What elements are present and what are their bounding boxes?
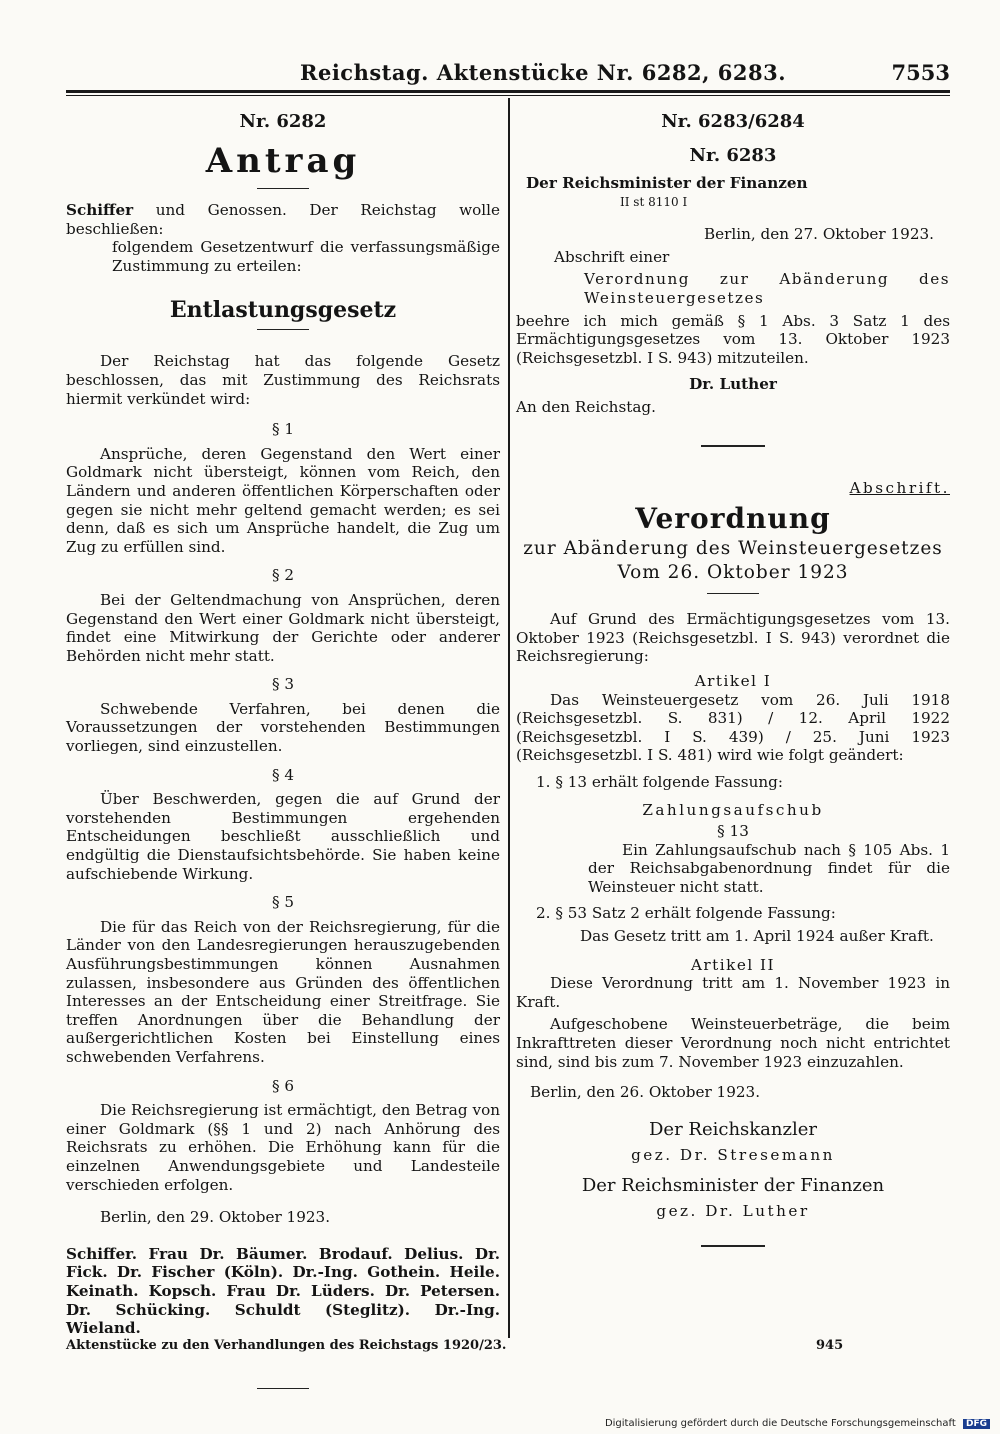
sender: Der Reichsminister der Finanzen bbox=[526, 174, 808, 192]
abschrift-label: Abschrift. bbox=[849, 478, 950, 497]
ordinance-rule bbox=[707, 593, 759, 594]
addressee: An den Reichstag. bbox=[516, 397, 656, 416]
letter-body: beehre ich mich gemäß § 1 Abs. 3 Satz 1 des Ermächtigungsgesetzes vom 13. Oktober 1923 (Reichsgesetzbl. I S. 943) mitzuteilen. bbox=[516, 311, 950, 367]
document-number: Nr. 6283 bbox=[689, 145, 777, 166]
section-number: § 3 bbox=[271, 675, 295, 694]
letter-date: Berlin, den 27. Oktober 1923. bbox=[703, 225, 934, 244]
law-title-rule bbox=[257, 329, 309, 330]
closing-rule bbox=[701, 1245, 765, 1247]
section-1 bbox=[66, 420, 500, 556]
signing-date: Berlin, den 29. Oktober 1923. bbox=[100, 1208, 331, 1227]
document-number-range: Nr. 6283/6284 bbox=[661, 111, 805, 132]
section-text: Ansprüche, deren Gegenstand den Wert einer Goldmark nicht übersteigt, können vom Reich, den Ländern und anderen öffentlichen Körperschaften oder gegen sie nicht mehr geltend gemacht werden; es sei denn, daß es sich um Ansprüche handelt, die Zug um Zug zu erfüllen sind. bbox=[66, 444, 500, 556]
amendment-2: 2. § 53 Satz 2 erhält folgende Fassung: bbox=[536, 904, 836, 923]
section-3 bbox=[66, 675, 500, 755]
signatories: Schiffer. Frau Dr. Bäumer. Brodauf. Delius. Dr. Fick. Dr. Fischer (Köln). Dr.-Ing. Gothein. Heile. Keinath. Kopsch. Frau Dr. Lüders. Dr. Petersen. Dr. Schücking. Schuldt (Steglitz). Dr.-Ing. Wieland. bbox=[66, 1244, 500, 1338]
amendment-2-text: Das Gesetz tritt am 1. April 1924 außer Kraft. bbox=[580, 927, 934, 946]
section-text: Schwebende Verfahren, bei denen die Voraussetzungen der vorstehenden Bestimmungen vorliegen, sind einzustellen. bbox=[66, 699, 500, 756]
letter-signer: Dr. Luther bbox=[689, 375, 777, 394]
article-1-heading: Artikel I bbox=[694, 671, 772, 690]
document-heading: Antrag bbox=[205, 141, 361, 181]
section-text: Bei der Geltendmachung von Ansprüchen, deren Gegenstand den Wert einer Goldmark nicht übersteigt, findet eine Mitwirkung der Gerichte oder anderer Behörden nicht mehr statt. bbox=[66, 590, 500, 665]
header-rule bbox=[66, 90, 950, 93]
intro-name: Schiffer bbox=[66, 201, 134, 219]
preamble: Der Reichstag hat das folgende Gesetz beschlossen, das mit Zustimmung des Reichsrats hiermit verkündet wird: bbox=[66, 352, 500, 408]
running-header-title: Reichstag. Aktenstücke Nr. 6282, 6283. bbox=[300, 60, 787, 85]
amendment-1-heading: Zahlungsaufschub bbox=[642, 801, 824, 820]
reference-number: II st 8110 I bbox=[620, 194, 688, 209]
minister-signature: gez. Dr. Luther bbox=[656, 1202, 810, 1221]
chancellor-title: Der Reichskanzler bbox=[648, 1118, 817, 1140]
section-number: § 5 bbox=[271, 893, 295, 912]
section-5 bbox=[66, 893, 500, 1066]
ordinance-date: Vom 26. Oktober 1923 bbox=[617, 562, 849, 584]
header-rule-thin bbox=[66, 95, 950, 96]
amendment-1: 1. § 13 erhält folgende Fassung: bbox=[536, 772, 783, 791]
ordinance-title: Verordnung bbox=[635, 502, 831, 536]
funding-notice bbox=[590, 1418, 990, 1429]
section-number: § 2 bbox=[271, 566, 295, 585]
article-2-text-2: Aufgeschobene Weinsteuerbeträge, die beim Inkrafttreten dieser Verordnung noch nicht entrichtet sind, sind bis zum 7. November 1923 einzuzahlen. bbox=[516, 1015, 950, 1071]
footer-collection-title: Aktenstücke zu den Verhandlungen des Reichstags 1920/23. bbox=[66, 1338, 507, 1353]
section-text: Über Beschwerden, gegen die auf Grund der vorstehenden Bestimmungen ergehenden Entscheidungen beschließt ausschließlich und endgültig die Dienstaufsichtsbehörde. Sie haben keine aufschiebende Wirkung. bbox=[66, 790, 500, 883]
document-number: Nr. 6282 bbox=[239, 111, 327, 132]
article-1-text: Das Weinsteuergesetz vom 26. Juli 1918 (Reichsgesetzbl. S. 831) / 12. April 1922 (Reichsgesetzbl. I S. 439) / 25. Juni 1923 (Reichsgesetzbl. I S. 481) wird wie folgt geändert: bbox=[516, 690, 950, 765]
article-2-heading: Artikel II bbox=[690, 955, 776, 974]
funding-notice-text: Digitalisierung gefördert durch die Deutsche Forschungsgemeinschaft bbox=[604, 1418, 956, 1429]
section-text: Die für das Reich von der Reichsregierung, für die Länder von den Landesregierungen herauszugebenden Ausführungsbestimmungen können Ausnahmen zulassen, insbesondere aus Gründen des öffentlichen Interesses an der Entscheidung einer Streitfrage. Sie treffen Anordnungen über die Behandlung der außergerichtlichen Kosten bei Einstellung eines schwebenden Verfahrens. bbox=[66, 917, 500, 1066]
ordinance-intro: Auf Grund des Ermächtigungsgesetzes vom 13. Oktober 1923 (Reichsgesetzbl. I S. 943) verordnet die Reichsregierung: bbox=[516, 610, 950, 666]
ordinance-subtitle: zur Abänderung des Weinsteuergesetzes bbox=[523, 538, 943, 560]
section-2 bbox=[66, 566, 500, 665]
law-title: Entlastungsgesetz bbox=[169, 297, 397, 324]
intro-continuation: folgendem Gesetzentwurf die verfassungsmäßige Zustimmung zu erteilen: bbox=[112, 238, 500, 275]
copy-of: Abschrift einer bbox=[554, 247, 670, 266]
minister-title: Der Reichsminister der Finanzen bbox=[581, 1175, 885, 1197]
heading-rule bbox=[257, 188, 309, 189]
intro-paragraph bbox=[66, 201, 500, 238]
amendment-1-section: § 13 bbox=[717, 822, 749, 841]
page-number: 7553 bbox=[891, 60, 950, 85]
section-number: § 1 bbox=[271, 420, 295, 439]
section-text: Die Reichsregierung ist ermächtigt, den Betrag von einer Goldmark (§§ 1 und 2) nach Anhörung des Reichsrats zu erhöhen. Die Erhöhung kann für die einzelnen Anwendungsgebiete und Landesteile verschieden erfolgen. bbox=[66, 1101, 500, 1194]
letter-subject: Verordnung zur Abänderung des Weinsteuergesetzes bbox=[584, 270, 950, 307]
closing-rule bbox=[257, 1388, 309, 1389]
section-6 bbox=[66, 1077, 500, 1195]
amendment-1-text: Ein Zahlungsaufschub nach § 105 Abs. 1 der Reichsabgabenordnung findet für die Weinsteuer nicht statt. bbox=[588, 840, 950, 896]
left-column bbox=[66, 110, 507, 1389]
chancellor-signature: gez. Dr. Stresemann bbox=[631, 1145, 835, 1164]
column-divider bbox=[508, 98, 510, 1338]
section-number: § 6 bbox=[271, 1076, 295, 1095]
right-column bbox=[516, 110, 950, 1247]
section-number: § 4 bbox=[271, 765, 295, 784]
ordinance-signing-date: Berlin, den 26. Oktober 1923. bbox=[530, 1083, 761, 1102]
article-2-text: Diese Verordnung tritt am 1. November 1923 in Kraft. bbox=[516, 974, 950, 1011]
intro-text: und Genossen. Der Reichstag wolle beschließen: bbox=[66, 201, 500, 238]
dfg-logo: DFG bbox=[963, 1419, 990, 1429]
section-4 bbox=[66, 766, 500, 884]
footer-sheet-number: 945 bbox=[816, 1338, 844, 1353]
section-rule bbox=[701, 445, 765, 447]
